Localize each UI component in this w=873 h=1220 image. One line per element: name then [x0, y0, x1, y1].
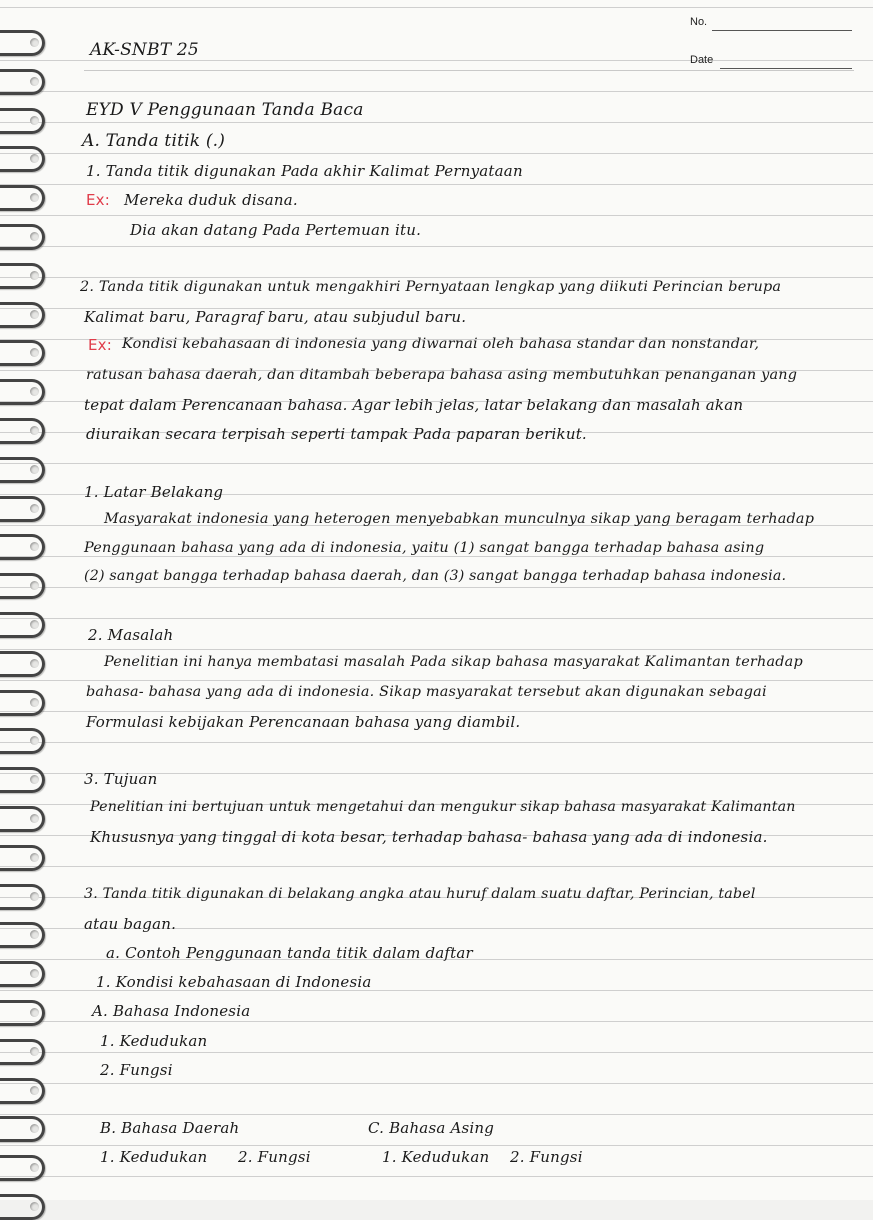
rule1-example-2: Dia akan datang Pada Pertemuan itu. [130, 221, 422, 239]
rule2-example-line-3: tepat dalam Perencanaan bahasa. Agar lebih jelas, latar belakang dan masalah akan [84, 396, 744, 414]
masalah-heading: 2. Masalah [88, 626, 174, 644]
rule3-item-a2: 2. Fungsi [100, 1061, 173, 1079]
spiral-ring [0, 1194, 45, 1220]
rule3-item-b2: 2. Fungsi [238, 1148, 311, 1166]
spiral-ring [0, 69, 45, 95]
spiral-ring [0, 961, 45, 987]
spiral-ring [0, 728, 45, 754]
rule3-line-2: atau bagan. [84, 915, 177, 933]
masalah-line-1: Penelitian ini hanya membatasi masalah Pada sikap bahasa masyarakat Kalimantan terhadap [104, 654, 803, 670]
rule2-example-line-1: Kondisi kebahasaan di indonesia yang diwarnai oleh bahasa standar dan nonstandar, [122, 336, 760, 352]
spiral-ring [0, 651, 45, 677]
spiral-ring [0, 767, 45, 793]
rule2-line-1: 2. Tanda titik digunakan untuk mengakhiri Pernyataan lengkap yang diikuti Perincian berupa [80, 279, 782, 295]
no-label: No. [690, 16, 708, 28]
masalah-line-2: bahasa- bahasa yang ada di indonesia. Sikap masyarakat tersebut akan digunakan sebagai [86, 684, 767, 700]
spiral-ring [0, 30, 45, 56]
spiral-ring [0, 922, 45, 948]
spiral-ring [0, 1000, 45, 1026]
rule3-item-c1: 1. Kedudukan [382, 1148, 490, 1166]
tujuan-line-1: Penelitian ini bertujuan untuk mengetahui dan mengukur sikap bahasa masyarakat Kalimantan [90, 799, 796, 815]
spiral-ring [0, 263, 45, 289]
spiral-ring [0, 1155, 45, 1181]
spiral-ring [0, 457, 45, 483]
spiral-ring [0, 108, 45, 134]
latar-heading: 1. Latar Belakang [84, 483, 224, 501]
spiral-ring [0, 1039, 45, 1065]
spiral-ring [0, 224, 45, 250]
rule2-example-line-2: ratusan bahasa daerah, dan ditambah beberapa bahasa asing membutuhkan penanganan yang [86, 367, 798, 383]
spiral-ring [0, 612, 45, 638]
rule2-line-2: Kalimat baru, Paragraf baru, atau subjudul baru. [84, 308, 467, 326]
rule1-ex-label: Ex: [86, 191, 111, 209]
spiral-ring [0, 418, 45, 444]
latar-line-1: Masyarakat indonesia yang heterogen menyebabkan munculnya sikap yang beragam terhadap [104, 511, 815, 527]
rule1-text: 1. Tanda titik digunakan Pada akhir Kalimat Pernyataan [86, 162, 523, 180]
spiral-ring [0, 534, 45, 560]
spiral-ring [0, 496, 45, 522]
spiral-ring [0, 185, 45, 211]
rule3-item-a: A. Bahasa Indonesia [92, 1002, 251, 1020]
latar-line-2: Penggunaan bahasa yang ada di indonesia, yaitu (1) sangat bangga terhadap bahasa asing [84, 540, 765, 556]
no-line [712, 30, 852, 31]
spiral-ring [0, 302, 45, 328]
page-title: AK-SNBT 25 [90, 40, 199, 60]
spiral-ring [0, 845, 45, 871]
spiral-ring [0, 573, 45, 599]
rule3-line-1: 3. Tanda titik digunakan di belakang angka atau huruf dalam suatu daftar, Perincian, tabel [84, 886, 756, 902]
rule2-example-line-4: diuraikan secara terpisah seperti tampak Pada paparan berikut. [86, 425, 587, 443]
section-a-heading: A. Tanda titik (.) [82, 131, 226, 151]
date-line [720, 68, 852, 69]
tujuan-line-2: Khususnya yang tinggal di kota besar, terhadap bahasa- bahasa yang ada di indonesia. [90, 828, 768, 846]
rule3-item-b1: 1. Kedudukan [100, 1148, 208, 1166]
tujuan-heading: 3. Tujuan [84, 770, 158, 788]
spiral-ring [0, 340, 45, 366]
spiral-ring [0, 1078, 45, 1104]
spiral-ring [0, 1116, 45, 1142]
spiral-ring [0, 806, 45, 832]
rule1-example-1: Mereka duduk disana. [124, 191, 298, 209]
rule3-item-1: 1. Kondisi kebahasaan di Indonesia [96, 973, 372, 991]
rule3-item-a1: 1. Kedudukan [100, 1032, 208, 1050]
spiral-ring [0, 146, 45, 172]
rule3-list-intro: a. Contoh Penggunaan tanda titik dalam daftar [106, 944, 473, 962]
rule3-item-c2: 2. Fungsi [510, 1148, 583, 1166]
spiral-ring [0, 884, 45, 910]
rule3-item-b: B. Bahasa Daerah [100, 1119, 240, 1137]
subject-heading: EYD V Penggunaan Tanda Baca [86, 100, 364, 120]
latar-line-3: (2) sangat bangga terhadap bahasa daerah, dan (3) sangat bangga terhadap bahasa indonesia. [84, 568, 787, 584]
title-rule [84, 70, 854, 71]
rule3-item-c: C. Bahasa Asing [368, 1119, 495, 1137]
spiral-ring [0, 690, 45, 716]
date-label: Date [690, 54, 714, 66]
spiral-ring [0, 379, 45, 405]
masalah-line-3: Formulasi kebijakan Perencanaan bahasa yang diambil. [86, 713, 521, 731]
rule2-ex-label: Ex: [88, 336, 113, 354]
spiral-binding [0, 0, 60, 1200]
